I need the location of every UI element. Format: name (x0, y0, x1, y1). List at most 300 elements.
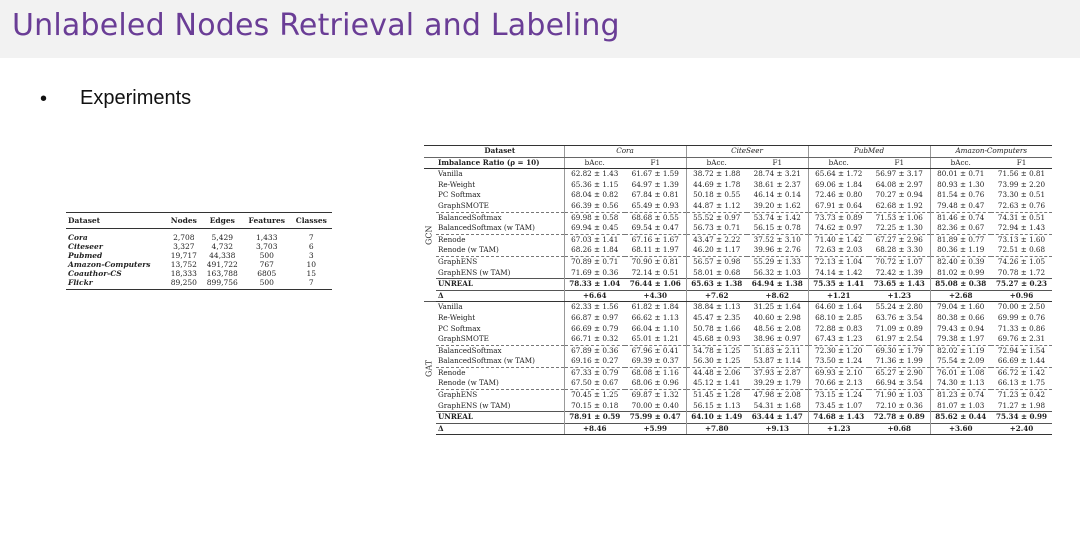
metric-label: bAcc. (564, 157, 625, 169)
result-cell: 37.52 ± 3.10 (747, 234, 808, 245)
result-cell: 64.94 ± 1.38 (747, 279, 808, 291)
stats-row (66, 229, 332, 243)
result-cell: 53.74 ± 1.42 (747, 212, 808, 223)
result-cell: 80.38 ± 0.66 (930, 313, 991, 324)
results-row (424, 345, 1052, 356)
results-row (424, 201, 1052, 212)
stats-cell: 18,333 (170, 269, 197, 278)
result-cell: 71.69 ± 0.36 (564, 268, 625, 279)
results-row (424, 401, 1052, 412)
result-cell: 66.04 ± 1.10 (631, 323, 679, 333)
result-cell: 85.62 ± 0.44 (930, 412, 991, 424)
results-row (424, 390, 1052, 401)
result-cell: 71.09 ± 0.89 (875, 323, 923, 333)
result-cell: +0.68 (869, 423, 930, 435)
result-cell: 69.87 ± 1.32 (625, 390, 686, 401)
result-cell: +1.23 (869, 290, 930, 302)
result-cell: 81.46 ± 0.74 (930, 212, 991, 223)
result-cell: 56.15 ± 1.13 (686, 401, 747, 412)
metric-label: F1 (625, 157, 686, 169)
result-cell: +2.68 (930, 290, 991, 302)
result-cell: 71.33 ± 0.86 (997, 323, 1046, 333)
result-cell: 38.72 ± 1.88 (686, 169, 747, 180)
result-cell: 68.10 ± 2.85 (808, 313, 869, 324)
method-name: Vanilla (438, 169, 463, 179)
result-cell: 69.30 ± 1.79 (869, 345, 930, 356)
result-cell: 68.06 ± 0.96 (631, 378, 679, 388)
result-cell: 66.72 ± 1.42 (991, 367, 1052, 378)
stats-dataset-name: Pubmed (68, 251, 103, 260)
result-cell: 28.74 ± 3.21 (753, 169, 801, 179)
result-cell: 65.49 ± 0.93 (631, 200, 679, 210)
result-cell: 68.04 ± 0.82 (564, 190, 625, 201)
result-cell: 66.87 ± 0.97 (564, 313, 625, 324)
result-cell: 66.62 ± 1.13 (631, 312, 679, 322)
method-name: Re-Weight (438, 179, 476, 189)
stats-dataset-name: Citeseer (68, 242, 103, 251)
result-cell: 38.96 ± 0.97 (753, 334, 801, 344)
results-row (424, 190, 1052, 201)
result-cell: 71.40 ± 1.42 (808, 234, 869, 245)
method-name: UNREAL (436, 279, 564, 291)
result-cell: 73.50 ± 1.24 (808, 356, 869, 367)
stats-cell: 6 (308, 242, 314, 251)
method-name: Vanilla (436, 302, 564, 313)
result-cell: 80.93 ± 1.30 (930, 180, 991, 191)
result-cell: 85.08 ± 0.38 (930, 279, 991, 291)
result-cell: 67.43 ± 1.23 (808, 334, 869, 345)
stats-cell: 767 (259, 260, 274, 269)
method-name: BalancedSoftmax (436, 345, 564, 356)
result-cell: 66.94 ± 3.54 (875, 378, 923, 388)
result-cell: 73.73 ± 0.89 (808, 212, 869, 223)
metric-label: F1 (991, 157, 1052, 169)
result-cell: +8.46 (564, 423, 625, 435)
method-name: BalancedSoftmax (436, 212, 564, 223)
result-cell: 70.15 ± 0.18 (564, 401, 625, 412)
result-cell: 71.53 ± 1.06 (869, 212, 930, 223)
results-row (424, 256, 1052, 267)
result-cell: 67.50 ± 0.67 (564, 378, 625, 389)
stats-header-cell: Nodes (166, 213, 202, 229)
result-cell: 45.68 ± 0.93 (686, 334, 747, 345)
result-cell: 37.93 ± 2.87 (747, 367, 808, 378)
result-cell: 44.48 ± 2.06 (686, 367, 747, 378)
result-cell: 82.36 ± 0.67 (930, 223, 991, 234)
results-row (424, 367, 1052, 378)
result-cell: 72.78 ± 0.89 (869, 412, 930, 424)
result-cell: 73.45 ± 1.07 (808, 401, 869, 412)
stats-cell: 5,429 (211, 233, 234, 242)
result-cell: 69.06 ± 1.84 (808, 180, 869, 191)
result-cell: +8.62 (747, 290, 808, 302)
result-cell: 65.64 ± 1.72 (808, 169, 869, 180)
metric-label: bAcc. (808, 157, 869, 169)
result-cell: 78.91 ± 0.59 (564, 412, 625, 424)
result-cell: +9.13 (747, 423, 808, 435)
result-cell: 70.89 ± 0.71 (564, 256, 625, 267)
result-cell: 63.76 ± 3.54 (875, 312, 923, 322)
stats-cell: 500 (259, 251, 274, 260)
result-cell: 72.94 ± 1.54 (991, 345, 1052, 356)
result-cell: 79.04 ± 1.60 (930, 302, 991, 313)
result-cell: 64.97 ± 1.39 (631, 179, 679, 189)
stats-dataset-name: Coauthor-CS (68, 269, 122, 278)
result-cell: 39.20 ± 1.62 (753, 200, 801, 210)
metric-label: bAcc. (930, 157, 991, 169)
result-cell: 72.63 ± 2.03 (808, 245, 869, 256)
method-name: Δ (436, 290, 564, 302)
metric-label: F1 (747, 157, 808, 169)
result-cell: 76.01 ± 1.08 (930, 367, 991, 378)
result-cell: 64.10 ± 1.49 (686, 412, 747, 424)
result-cell: 66.39 ± 0.56 (564, 201, 625, 212)
dataset-cora: Cora (564, 146, 686, 158)
result-cell: +3.60 (930, 423, 991, 435)
result-cell: +1.23 (808, 423, 869, 435)
result-cell: 55.24 ± 2.80 (869, 302, 930, 313)
results-row (424, 279, 1052, 291)
stats-cell: 500 (243, 278, 291, 290)
result-cell: 67.33 ± 0.79 (564, 367, 625, 378)
result-cell: 72.10 ± 0.36 (875, 400, 923, 410)
result-cell: 47.98 ± 2.08 (747, 390, 808, 401)
result-cell: 81.23 ± 0.74 (930, 390, 991, 401)
stats-header-row (66, 213, 332, 229)
result-cell: 79.48 ± 0.47 (930, 201, 991, 212)
result-cell: 56.73 ± 0.71 (686, 223, 747, 234)
result-cell: 51.45 ± 1.28 (686, 390, 747, 401)
result-cell: 45.12 ± 1.41 (686, 378, 747, 389)
result-cell: +7.80 (686, 423, 747, 435)
stats-cell: 19,717 (170, 251, 197, 260)
result-cell: 72.14 ± 0.51 (631, 267, 679, 277)
bullet-dot: • (40, 88, 48, 110)
method-name: GraphSMOTE (438, 334, 489, 344)
result-cell: 72.25 ± 1.30 (875, 223, 923, 233)
method-name: UNREAL (436, 412, 564, 424)
result-cell: 69.93 ± 2.10 (808, 367, 869, 378)
result-cell: 69.94 ± 0.45 (564, 223, 625, 234)
result-cell: 75.35 ± 1.41 (808, 279, 869, 291)
result-cell: 58.01 ± 0.68 (686, 268, 747, 279)
results-row (424, 324, 1052, 335)
result-cell: 48.56 ± 2.08 (753, 323, 801, 333)
result-cell: 50.78 ± 1.66 (686, 324, 747, 335)
results-row (424, 180, 1052, 191)
stats-row (66, 251, 332, 260)
stats-cell: 44,338 (209, 251, 236, 260)
results-row (424, 378, 1052, 389)
result-cell: 44.69 ± 1.78 (686, 180, 747, 191)
slide-header (0, 0, 1080, 58)
bullet-text: Experiments (80, 87, 192, 109)
result-cell: 67.89 ± 0.36 (564, 345, 625, 356)
result-cell: 72.88 ± 0.83 (808, 324, 869, 335)
result-cell: 31.25 ± 1.64 (747, 302, 808, 313)
result-cell: 70.66 ± 2.13 (808, 378, 869, 389)
stats-row (66, 269, 332, 278)
result-cell: 71.56 ± 0.81 (997, 169, 1046, 179)
result-cell: 74.31 ± 0.51 (991, 212, 1052, 223)
result-cell: 70.45 ± 1.25 (564, 390, 625, 401)
stats-cell: 2,708 (173, 233, 195, 242)
stats-dataset-name: Flickr (66, 278, 166, 290)
results-row (424, 212, 1052, 223)
result-cell: 72.94 ± 1.43 (997, 223, 1046, 233)
result-cell: 67.16 ± 1.67 (625, 234, 686, 245)
results-row (424, 423, 1052, 435)
results-row (424, 245, 1052, 256)
result-cell: 54.31 ± 1.68 (753, 400, 801, 410)
results-row (424, 412, 1052, 424)
result-cell: 61.67 ± 1.59 (631, 169, 679, 179)
result-cell: 82.40 ± 0.39 (930, 256, 991, 267)
result-cell: 40.60 ± 2.98 (753, 312, 801, 322)
results-table (424, 145, 1052, 435)
result-cell: 81.54 ± 0.76 (930, 190, 991, 201)
result-cell: 67.91 ± 0.64 (808, 201, 869, 212)
method-name: Renode (436, 367, 564, 378)
method-name: GraphENS (w TAM) (438, 400, 511, 410)
group-label: GCN (424, 225, 434, 246)
method-name: Re-Weight (438, 312, 476, 322)
results-row (424, 268, 1052, 279)
result-cell: 74.26 ± 1.05 (991, 256, 1052, 267)
stats-cell: 89,250 (166, 278, 202, 290)
result-cell: 75.27 ± 0.23 (991, 279, 1052, 291)
result-cell: 65.63 ± 1.38 (686, 279, 747, 291)
result-cell: 71.27 ± 1.98 (997, 400, 1046, 410)
result-cell: 69.76 ± 2.31 (997, 334, 1046, 344)
result-cell: 64.60 ± 1.64 (808, 302, 869, 313)
result-cell: 71.23 ± 0.42 (991, 390, 1052, 401)
stats-cell: 7 (308, 233, 314, 242)
result-cell: 66.69 ± 0.79 (564, 324, 625, 335)
result-cell: 66.69 ± 1.44 (997, 356, 1046, 366)
method-name: Renode (w TAM) (438, 378, 499, 388)
result-cell: 82.02 ± 1.19 (930, 345, 991, 356)
result-cell: 61.82 ± 1.84 (625, 302, 686, 313)
result-cell: 71.90 ± 1.03 (869, 390, 930, 401)
results-dataset-row (424, 146, 1052, 158)
result-cell: 81.02 ± 0.99 (930, 268, 991, 279)
result-cell: 68.28 ± 3.30 (875, 245, 923, 255)
result-cell: 68.11 ± 1.97 (631, 245, 679, 255)
method-name: Renode (436, 234, 564, 245)
stats-header-cell: Edges (202, 213, 243, 229)
method-name: GraphSMOTE (438, 200, 489, 210)
stats-header-cell: Classes (291, 213, 332, 229)
result-cell: +7.62 (686, 290, 747, 302)
result-cell: 67.03 ± 1.41 (564, 234, 625, 245)
method-name: PC Softmax (438, 190, 481, 200)
result-cell: +2.40 (991, 423, 1052, 435)
result-cell: 65.01 ± 1.21 (631, 334, 679, 344)
result-cell: 68.26 ± 1.84 (564, 245, 625, 256)
stats-row (66, 278, 332, 290)
stats-cell: 899,756 (202, 278, 243, 290)
result-cell: 67.84 ± 0.81 (631, 190, 679, 200)
stats-cell: 163,788 (206, 269, 238, 278)
results-row (424, 234, 1052, 245)
stats-cell: 4,732 (211, 242, 234, 251)
stats-row (66, 260, 332, 269)
metric-label: F1 (869, 157, 930, 169)
stats-row (66, 242, 332, 251)
result-cell: 74.30 ± 1.13 (930, 378, 991, 389)
result-cell: 51.83 ± 2.11 (747, 345, 808, 356)
result-cell: 74.14 ± 1.42 (808, 268, 869, 279)
result-cell: 71.36 ± 1.99 (875, 356, 923, 366)
dataset-pubmed: PubMed (808, 146, 930, 158)
result-cell: 70.27 ± 0.94 (875, 190, 923, 200)
result-cell: 73.15 ± 1.24 (808, 390, 869, 401)
result-cell: 79.43 ± 0.94 (930, 324, 991, 335)
dataset-label: Dataset (436, 146, 564, 158)
result-cell: 81.89 ± 0.77 (930, 234, 991, 245)
result-cell: 69.54 ± 0.47 (631, 223, 679, 233)
results-row (424, 290, 1052, 302)
result-cell: 43.47 ± 2.22 (686, 234, 747, 245)
result-cell: 39.29 ± 1.79 (753, 378, 801, 388)
stats-cell: 3,327 (173, 242, 195, 251)
result-cell: 70.00 ± 2.50 (991, 302, 1052, 313)
result-cell: 75.99 ± 0.47 (625, 412, 686, 424)
result-cell: 73.65 ± 1.43 (869, 279, 930, 291)
imbalance-label: Imbalance Ratio (ρ = 10) (436, 157, 564, 169)
result-cell: 69.98 ± 0.58 (564, 212, 625, 223)
result-cell: 78.33 ± 1.04 (564, 279, 625, 291)
result-cell: 80.36 ± 1.19 (930, 245, 991, 256)
result-cell: +6.64 (564, 290, 625, 302)
stats-cell: 491,722 (206, 260, 238, 269)
result-cell: 46.20 ± 1.17 (686, 245, 747, 256)
result-cell: 68.08 ± 1.16 (625, 367, 686, 378)
stats-cell: 3 (308, 251, 314, 260)
stats-cell: 6805 (257, 269, 277, 278)
result-cell: 56.32 ± 1.03 (753, 267, 801, 277)
stats-dataset-name: Amazon-Computers (68, 260, 151, 269)
slide-title: Unlabeled Nodes Retrieval and Labeling (12, 8, 620, 43)
method-name: GraphENS (w TAM) (438, 267, 511, 277)
result-cell: 67.27 ± 2.96 (869, 234, 930, 245)
result-cell: 73.99 ± 2.20 (997, 179, 1046, 189)
result-cell: 75.34 ± 0.99 (991, 412, 1052, 424)
dataset-citeseer: CiteSeer (686, 146, 808, 158)
result-cell: 68.68 ± 0.55 (625, 212, 686, 223)
result-cell: 62.68 ± 1.92 (875, 200, 923, 210)
results-row (424, 302, 1052, 313)
result-cell: 73.30 ± 0.51 (997, 190, 1046, 200)
result-cell: 70.00 ± 0.40 (631, 400, 679, 410)
metric-label: bAcc. (686, 157, 747, 169)
method-name: GraphENS (436, 256, 564, 267)
result-cell: 56.97 ± 3.17 (875, 169, 923, 179)
result-cell: 72.13 ± 1.04 (808, 256, 869, 267)
results-row (424, 223, 1052, 234)
method-name: BalancedSoftmax (w TAM) (438, 223, 535, 233)
stats-header-cell: Features (243, 213, 291, 229)
method-name: GraphENS (436, 390, 564, 401)
stats-header-cell: Dataset (66, 213, 166, 229)
result-cell: 65.27 ± 2.90 (869, 367, 930, 378)
stats-cell: 3,703 (256, 242, 278, 251)
results-row (424, 356, 1052, 367)
result-cell: 61.97 ± 2.54 (875, 334, 923, 344)
stats-cell: 7 (291, 278, 332, 290)
result-cell: 73.13 ± 1.60 (991, 234, 1052, 245)
result-cell: 74.62 ± 0.97 (808, 223, 869, 234)
result-cell: 46.14 ± 0.14 (753, 190, 801, 200)
result-cell: +4.30 (625, 290, 686, 302)
stats-cell: 15 (306, 269, 317, 278)
results-metric-row (424, 157, 1052, 169)
result-cell: 69.39 ± 0.37 (631, 356, 679, 366)
result-cell: 70.72 ± 1.07 (869, 256, 930, 267)
result-cell: 38.84 ± 1.13 (686, 302, 747, 313)
result-cell: 55.29 ± 1.33 (747, 256, 808, 267)
dataset-stats-table (66, 212, 332, 290)
result-cell: 66.13 ± 1.75 (997, 378, 1046, 388)
result-cell: 56.57 ± 0.98 (686, 256, 747, 267)
method-name: Renode (w TAM) (438, 245, 499, 255)
result-cell: 63.44 ± 1.47 (747, 412, 808, 424)
stats-cell: 1,433 (256, 233, 278, 242)
result-cell: 81.07 ± 1.03 (930, 401, 991, 412)
result-cell: 44.87 ± 1.12 (686, 201, 747, 212)
result-cell: 67.96 ± 0.41 (625, 345, 686, 356)
result-cell: +1.21 (808, 290, 869, 302)
result-cell: 54.78 ± 1.25 (686, 345, 747, 356)
method-name: Δ (436, 423, 564, 435)
result-cell: 80.01 ± 0.71 (930, 169, 991, 180)
result-cell: 70.90 ± 0.81 (625, 256, 686, 267)
result-cell: 55.52 ± 0.97 (686, 212, 747, 223)
stats-cell: 13,752 (170, 260, 197, 269)
result-cell: 72.63 ± 0.76 (997, 200, 1046, 210)
result-cell: 69.16 ± 0.27 (564, 356, 625, 367)
result-cell: +5.99 (625, 423, 686, 435)
result-cell: 56.15 ± 0.78 (753, 223, 801, 233)
result-cell: 45.47 ± 2.35 (686, 313, 747, 324)
result-cell: 69.99 ± 0.76 (997, 312, 1046, 322)
result-cell: 72.42 ± 1.39 (875, 267, 923, 277)
result-cell: 50.18 ± 0.55 (686, 190, 747, 201)
result-cell: 39.96 ± 2.76 (753, 245, 801, 255)
result-cell: 72.51 ± 0.68 (997, 245, 1046, 255)
method-name: PC Softmax (438, 323, 481, 333)
result-cell: 74.68 ± 1.43 (808, 412, 869, 424)
result-cell: 79.38 ± 1.97 (930, 334, 991, 345)
group-label: GAT (424, 302, 436, 435)
result-cell: 64.08 ± 2.97 (875, 179, 923, 189)
stats-cell: 10 (306, 260, 317, 269)
result-cell: 65.36 ± 1.15 (564, 180, 625, 191)
results-row (424, 169, 1052, 180)
result-cell: 56.30 ± 1.25 (686, 356, 747, 367)
result-cell: 53.87 ± 1.14 (753, 356, 801, 366)
result-cell: 72.46 ± 0.80 (808, 190, 869, 201)
result-cell: 72.30 ± 1.20 (808, 345, 869, 356)
result-cell: +0.96 (991, 290, 1052, 302)
result-cell: 38.61 ± 2.37 (753, 179, 801, 189)
result-cell: 66.71 ± 0.32 (564, 334, 625, 345)
stats-dataset-name: Cora (68, 233, 88, 242)
result-cell: 70.78 ± 1.72 (997, 267, 1046, 277)
result-cell: 75.54 ± 2.09 (930, 356, 991, 367)
result-cell: 62.82 ± 1.43 (564, 169, 625, 180)
